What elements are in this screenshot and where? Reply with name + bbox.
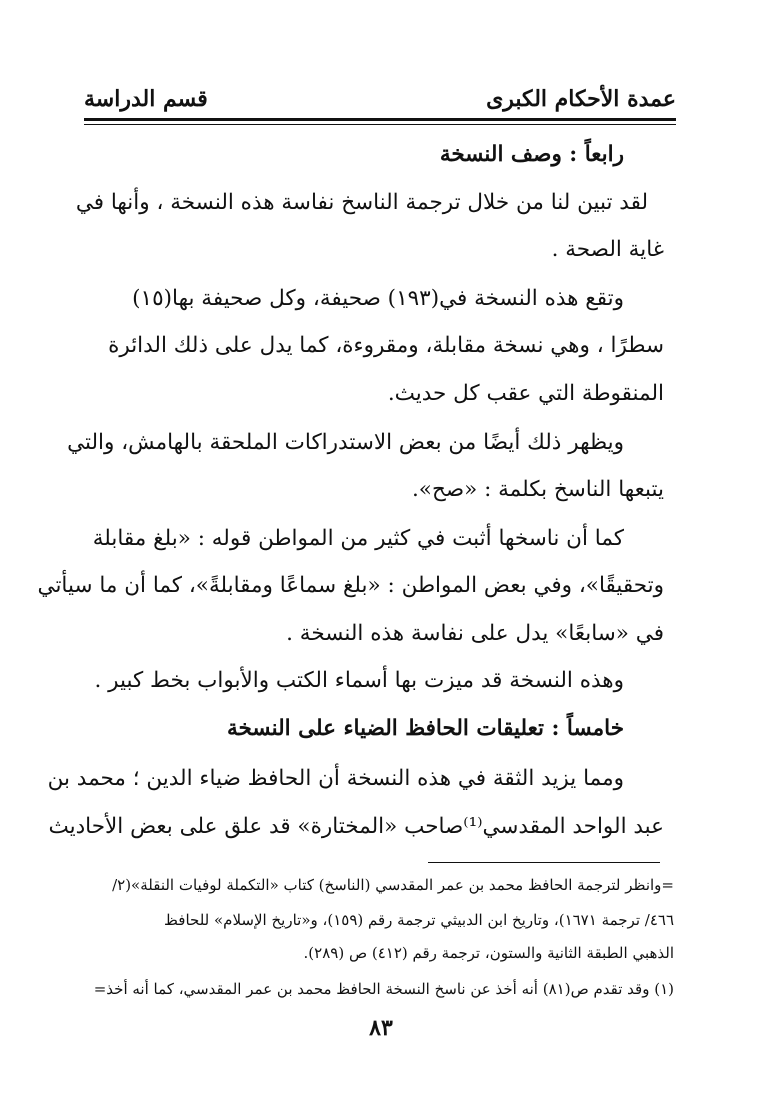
footnote-separator — [428, 862, 660, 863]
body-line: عبد الواحد المقدسي⁽¹⁾صاحب «المختارة» قد علق على بعض الأحاديث — [48, 814, 664, 839]
body-line: يتبعها الناسخ بكلمة : «صح». — [411, 477, 664, 502]
footnote-line: الذهبي الطبقة الثانية والستون، ترجمة رقم (٤١٢) ص (٢٨٩). — [303, 944, 674, 962]
footnote-line: (١) وقد تقدم ص(٨١) أنه أخذ عن ناسخ النسخة الحافظ محمد بن عمر المقدسي، كما أنه أخذ= — [93, 980, 674, 998]
section-title: قسم الدراسة — [84, 86, 208, 112]
footnote-line: ٤٦٦/ ترجمة ١٦٧١)، وتاريخ ابن الدبيثي ترجمة رقم (١٥٩)، و«تاريخ الإسلام» للحافظ — [164, 911, 674, 929]
heading-fifth: خامساً : تعليقات الحافظ الضياء على النسخة — [227, 716, 624, 741]
body-line: لقد تبين لنا من خلال ترجمة الناسخ نفاسة هذه النسخة ، وأنها في — [75, 190, 648, 215]
body-line: المنقوطة التي عقب كل حديث. — [387, 381, 664, 406]
footnote-line: =وانظر لترجمة الحافظ محمد بن عمر المقدسي (الناسخ) كتاب «التكملة لوفيات النقلة»(٢/ — [112, 876, 674, 894]
body-line: كما أن ناسخها أثبت في كثير من المواطن قوله : «بلغ مقابلة — [92, 526, 624, 551]
book-title: عمدة الأحكام الكبرى — [486, 86, 676, 112]
body-line: وتقع هذه النسخة في(١٩٣) صحيفة، وكل صحيفة بها(١٥) — [132, 286, 624, 311]
heading-fourth: رابعاً : وصف النسخة — [439, 142, 624, 167]
running-header — [84, 86, 676, 116]
body-line: وهذه النسخة قد ميزت بها أسماء الكتب والأبواب بخط كبير . — [94, 668, 624, 693]
body-line: ومما يزيد الثقة في هذه النسخة أن الحافظ ضياء الدين ؛ محمد بن — [47, 766, 624, 791]
page-number: ٨٣ — [369, 1015, 393, 1041]
header-rule-thick — [84, 118, 676, 121]
body-line: غاية الصحة . — [551, 237, 664, 262]
body-line: في «سابعًا» يدل على نفاسة هذه النسخة . — [286, 621, 664, 646]
body-line: وتحقيقًا»، وفي بعض المواطن : «بلغ سماعًا ومقابلةً»، كما أن ما سيأتي — [37, 573, 664, 598]
body-line: سطرًا ، وهي نسخة مقابلة، ومقروءة، كما يدل على ذلك الدائرة — [108, 333, 664, 358]
header-rule-thin — [84, 124, 676, 125]
body-line: ويظهر ذلك أيضًا من بعض الاستدراكات الملحقة بالهامش، والتي — [67, 430, 624, 455]
